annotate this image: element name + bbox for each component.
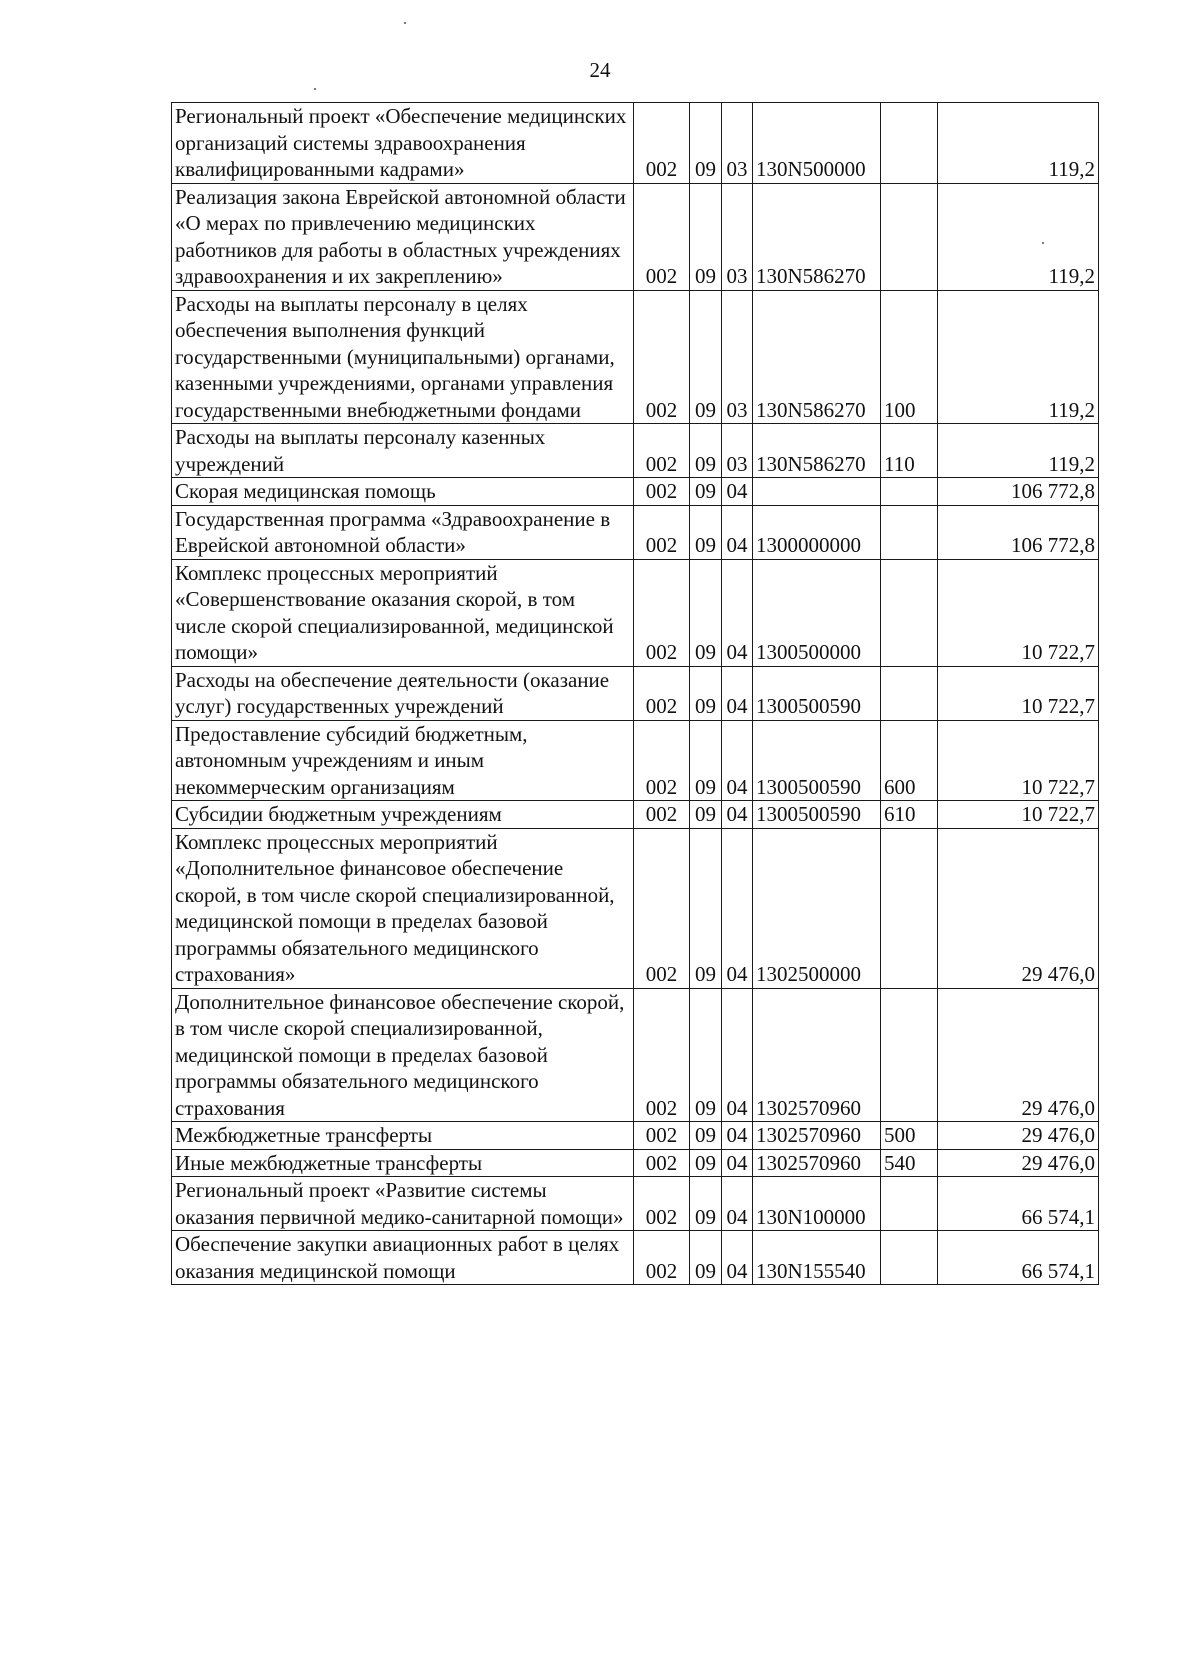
row-name: Расходы на выплаты персоналу казенных учреждений bbox=[172, 424, 634, 478]
row-subsection-code: 03 bbox=[722, 183, 753, 290]
row-amount: 119,2 bbox=[938, 424, 1099, 478]
row-name: Региональный проект «Развитие системы оказания первичной медико-санитарной помощи» bbox=[172, 1177, 634, 1231]
row-expense-type-code bbox=[881, 478, 938, 506]
table-row bbox=[172, 103, 1099, 184]
row-amount: 106 772,8 bbox=[938, 505, 1099, 559]
row-expense-type-code bbox=[881, 505, 938, 559]
row-amount: 29 476,0 bbox=[938, 828, 1099, 988]
row-name: Государственная программа «Здравоохранение в Еврейской автономной области» bbox=[172, 505, 634, 559]
row-section-code: 09 bbox=[690, 801, 722, 829]
row-target-article-code bbox=[753, 478, 881, 506]
row-ministry-code: 002 bbox=[634, 720, 690, 801]
row-section-code: 09 bbox=[690, 1177, 722, 1231]
row-expense-type-code: 610 bbox=[881, 801, 938, 829]
table-row bbox=[172, 801, 1099, 829]
row-ministry-code: 002 bbox=[634, 1122, 690, 1150]
row-section-code: 09 bbox=[690, 290, 722, 424]
row-section-code: 09 bbox=[690, 828, 722, 988]
row-ministry-code: 002 bbox=[634, 1231, 690, 1285]
row-amount: 119,2 bbox=[938, 290, 1099, 424]
table-row bbox=[172, 1177, 1099, 1231]
table-row bbox=[172, 988, 1099, 1122]
table-row bbox=[172, 666, 1099, 720]
row-name: Реализация закона Еврейской автономной области «О мерах по привлечению медицинских работников для работы в областных учреждениях здравоохранения и их закреплению» bbox=[172, 183, 634, 290]
table-row bbox=[172, 1231, 1099, 1285]
row-amount: 29 476,0 bbox=[938, 1122, 1099, 1150]
row-target-article-code: 130N500000 bbox=[753, 103, 881, 184]
row-target-article-code: 130N586270 bbox=[753, 424, 881, 478]
row-expense-type-code bbox=[881, 183, 938, 290]
row-amount: 10 722,7 bbox=[938, 559, 1099, 666]
row-section-code: 09 bbox=[690, 1231, 722, 1285]
row-name: Субсидии бюджетным учреждениям bbox=[172, 801, 634, 829]
row-section-code: 09 bbox=[690, 1149, 722, 1177]
row-target-article-code: 1302570960 bbox=[753, 1149, 881, 1177]
row-section-code: 09 bbox=[690, 666, 722, 720]
row-subsection-code: 04 bbox=[722, 988, 753, 1122]
row-section-code: 09 bbox=[690, 1122, 722, 1150]
table-row bbox=[172, 720, 1099, 801]
row-expense-type-code bbox=[881, 1231, 938, 1285]
row-section-code: 09 bbox=[690, 559, 722, 666]
row-subsection-code: 04 bbox=[722, 1177, 753, 1231]
row-section-code: 09 bbox=[690, 424, 722, 478]
table-row bbox=[172, 828, 1099, 988]
row-amount: 29 476,0 bbox=[938, 988, 1099, 1122]
row-section-code: 09 bbox=[690, 505, 722, 559]
row-name: Расходы на обеспечение деятельности (оказание услуг) государственных учреждений bbox=[172, 666, 634, 720]
row-target-article-code: 130N586270 bbox=[753, 183, 881, 290]
row-name: Комплекс процессных мероприятий «Совершенствование оказания скорой, в том числе скорой специализированной, медицинской помощи» bbox=[172, 559, 634, 666]
row-ministry-code: 002 bbox=[634, 988, 690, 1122]
row-section-code: 09 bbox=[690, 478, 722, 506]
row-subsection-code: 04 bbox=[722, 666, 753, 720]
row-expense-type-code bbox=[881, 988, 938, 1122]
page-number: 24 bbox=[589, 58, 611, 82]
row-expense-type-code: 110 bbox=[881, 424, 938, 478]
row-expense-type-code bbox=[881, 666, 938, 720]
row-section-code: 09 bbox=[690, 720, 722, 801]
row-subsection-code: 04 bbox=[722, 801, 753, 829]
row-name: Скорая медицинская помощь bbox=[172, 478, 634, 506]
row-amount: 119,2 bbox=[938, 103, 1099, 184]
row-name: Региональный проект «Обеспечение медицинских организаций системы здравоохранения квалифицированными кадрами» bbox=[172, 103, 634, 184]
row-target-article-code: 130N586270 bbox=[753, 290, 881, 424]
scan-speck bbox=[404, 22, 406, 24]
row-amount: 66 574,1 bbox=[938, 1177, 1099, 1231]
row-expense-type-code bbox=[881, 828, 938, 988]
row-subsection-code: 04 bbox=[722, 478, 753, 506]
row-section-code: 09 bbox=[690, 988, 722, 1122]
row-subsection-code: 04 bbox=[722, 505, 753, 559]
row-ministry-code: 002 bbox=[634, 801, 690, 829]
table-row bbox=[172, 478, 1099, 506]
table-row bbox=[172, 1122, 1099, 1150]
table-row bbox=[172, 505, 1099, 559]
table-row bbox=[172, 559, 1099, 666]
row-expense-type-code: 600 bbox=[881, 720, 938, 801]
row-amount: 66 574,1 bbox=[938, 1231, 1099, 1285]
table-body bbox=[172, 103, 1099, 1285]
row-expense-type-code bbox=[881, 559, 938, 666]
row-subsection-code: 04 bbox=[722, 1149, 753, 1177]
row-target-article-code: 1300500590 bbox=[753, 666, 881, 720]
row-ministry-code: 002 bbox=[634, 559, 690, 666]
row-amount: 10 722,7 bbox=[938, 801, 1099, 829]
row-name: Комплекс процессных мероприятий «Дополнительное финансовое обеспечение скорой, в том числе скорой специализированной, медицинской помощи в пределах базовой программы обязательного медицинского страхования» bbox=[172, 828, 634, 988]
row-name: Расходы на выплаты персоналу в целях обеспечения выполнения функций государственными (муниципальными) органами, казенными учреждениями, органами управления государственными внебюджетными фондами bbox=[172, 290, 634, 424]
table-row bbox=[172, 424, 1099, 478]
row-target-article-code: 1302570960 bbox=[753, 988, 881, 1122]
row-target-article-code: 1300500000 bbox=[753, 559, 881, 666]
row-name: Обеспечение закупки авиационных работ в целях оказания медицинской помощи bbox=[172, 1231, 634, 1285]
row-subsection-code: 03 bbox=[722, 424, 753, 478]
row-expense-type-code bbox=[881, 1177, 938, 1231]
row-ministry-code: 002 bbox=[634, 828, 690, 988]
row-ministry-code: 002 bbox=[634, 424, 690, 478]
row-target-article-code: 1302570960 bbox=[753, 1122, 881, 1150]
row-subsection-code: 03 bbox=[722, 290, 753, 424]
row-subsection-code: 04 bbox=[722, 1231, 753, 1285]
row-subsection-code: 03 bbox=[722, 103, 753, 184]
row-target-article-code: 1302500000 bbox=[753, 828, 881, 988]
row-target-article-code: 130N155540 bbox=[753, 1231, 881, 1285]
row-amount: 10 722,7 bbox=[938, 720, 1099, 801]
row-name: Предоставление субсидий бюджетным, автономным учреждениям и иным некоммерческим организациям bbox=[172, 720, 634, 801]
row-target-article-code: 130N100000 bbox=[753, 1177, 881, 1231]
row-section-code: 09 bbox=[690, 103, 722, 184]
row-target-article-code: 1300000000 bbox=[753, 505, 881, 559]
row-amount: 119,2 bbox=[938, 183, 1099, 290]
row-expense-type-code: 500 bbox=[881, 1122, 938, 1150]
table-row bbox=[172, 183, 1099, 290]
row-name: Дополнительное финансовое обеспечение скорой, в том числе скорой специализированной, медицинской помощи в пределах базовой программы обязательного медицинского страхования bbox=[172, 988, 634, 1122]
row-section-code: 09 bbox=[690, 183, 722, 290]
row-target-article-code: 1300500590 bbox=[753, 801, 881, 829]
row-amount: 106 772,8 bbox=[938, 478, 1099, 506]
row-ministry-code: 002 bbox=[634, 183, 690, 290]
row-name: Межбюджетные трансферты bbox=[172, 1122, 634, 1150]
row-subsection-code: 04 bbox=[722, 828, 753, 988]
row-subsection-code: 04 bbox=[722, 1122, 753, 1150]
row-amount: 29 476,0 bbox=[938, 1149, 1099, 1177]
scan-speck bbox=[314, 88, 316, 90]
row-ministry-code: 002 bbox=[634, 103, 690, 184]
row-ministry-code: 002 bbox=[634, 666, 690, 720]
row-amount: 10 722,7 bbox=[938, 666, 1099, 720]
budget-table bbox=[171, 102, 1099, 1285]
row-ministry-code: 002 bbox=[634, 505, 690, 559]
row-ministry-code: 002 bbox=[634, 478, 690, 506]
row-subsection-code: 04 bbox=[722, 559, 753, 666]
row-expense-type-code bbox=[881, 103, 938, 184]
table-row bbox=[172, 290, 1099, 424]
row-name: Иные межбюджетные трансферты bbox=[172, 1149, 634, 1177]
row-expense-type-code: 540 bbox=[881, 1149, 938, 1177]
row-expense-type-code: 100 bbox=[881, 290, 938, 424]
row-ministry-code: 002 bbox=[634, 1177, 690, 1231]
row-ministry-code: 002 bbox=[634, 290, 690, 424]
table-row bbox=[172, 1149, 1099, 1177]
row-target-article-code: 1300500590 bbox=[753, 720, 881, 801]
row-ministry-code: 002 bbox=[634, 1149, 690, 1177]
row-subsection-code: 04 bbox=[722, 720, 753, 801]
